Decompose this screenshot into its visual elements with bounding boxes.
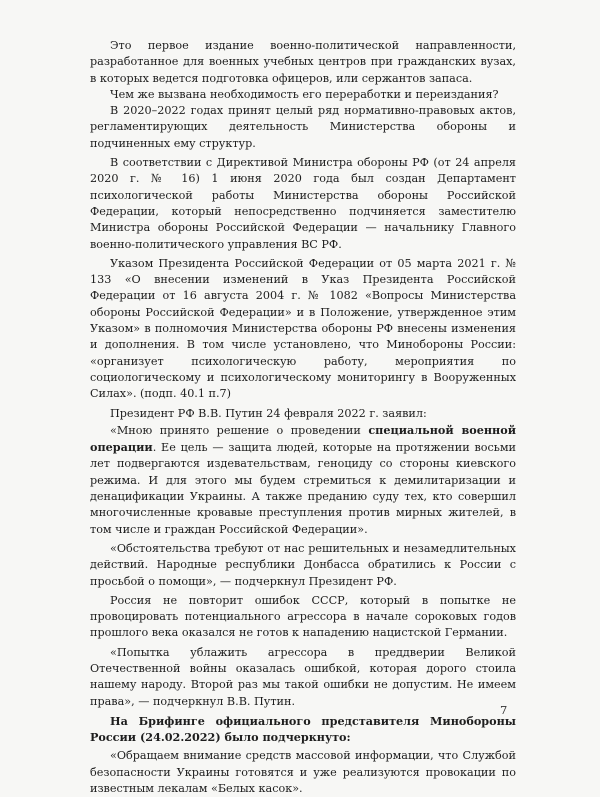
paragraph-quote-appease: «Попытка ублажить агрессора в преддверии Великой Отечественной войны оказалась ошибкой, которая дорого стоила нашему народу. Второй раз мы такой ошибки не допустим. Не имеем права», — подчеркнул В.В. Путин. xyxy=(90,645,516,708)
paragraph-question: Чем же вызвана необходимость его переработки и переиздания? xyxy=(110,87,499,101)
quote-operation-bold: специальной военной операции xyxy=(90,422,516,455)
paragraph-first-edition: Это первое издание военно-политической направленности, разработанное для военных учебных центров при гражданских вузах, в которых ведется подготовка офицеров, или сержантов запаса. xyxy=(90,39,516,85)
paragraph-briefing: На Брифинге официального представителя Минобороны России (24.02.2022) было подчеркнуто: xyxy=(90,713,516,745)
paragraph-quote-circumstances: «Обстоятельства требуют от нас решительных и незамедлительных действий. Народные республики Донбасса обратились к России с просьбой о помощи», — подчеркнул Президент РФ. xyxy=(90,541,516,588)
page-body xyxy=(90,38,516,797)
quote-operation-end: . Ее цель — защита людей, которые на протяжении восьми лет подвергаются издевательствам, геноциду со стороны киевского режима. И для этого мы будем стремиться к демилитаризации и денацификации Украины. А также преданию суду тех, кто совершил многочисленные кровавые преступления против мирных жителей, в том числе и граждан Российской Федерации». xyxy=(90,441,516,536)
quote-operation-start: «Мною принято решение о проведении xyxy=(110,423,369,437)
paragraph-quote-operation xyxy=(90,422,516,538)
paragraph-president-statement: Президент РФ В.В. Путин 24 февраля 2022 г. заявил: xyxy=(110,406,427,420)
paragraph-decree: Указом Президента Российской Федерации от 05 марта 2021 г. № 133 «О внесении изменений в Указ Президента Российской Федерации от 16 августа 2004 г. № 1082 «Вопросы Министерства обороны Российской Федерации» и в Положение, утвержденное этим Указом» в полномочия Министерства обороны РФ внесены изменения и дополнения. В том числе установлено, что Минобороны России: «организует психологическую работу, мероприятия по социологическому и психологическому мониторингу в Вооруженных Силах». (подп. 40.1 п.7) xyxy=(90,256,516,401)
paragraph-ussr-mistakes: Россия не повторит ошибок СССР, который в попытке не провоцировать потенциального агрессора в начале сороковых годов прошлого века оказался не готов к нападению нацистской Германии. xyxy=(90,593,516,640)
paragraph-normative-acts: В 2020–2022 годах принят целый ряд нормативно-правовых актов, регламентирующих деятельность Министерства обороны и подчиненных ему структур. xyxy=(90,104,516,150)
paragraph-quote-provocations: «Обращаем внимание средств массовой информации, что Службой безопасности Украины готовятся и уже реализуются провокации по известным лекалам «Белых касок». xyxy=(90,749,516,796)
page-number: 7 xyxy=(500,703,508,717)
paragraph-directive: В соответствии с Директивой Министра обороны РФ (от 24 апреля 2020 г. № 16) 1 июня 2020 года был создан Департамент психологической работы Министерства обороны Российской Федерации, который непосредственно подчиняется заместителю Министра обороны Российской Федерации — начальнику Главного военно-политического управления ВС РФ. xyxy=(90,156,516,251)
